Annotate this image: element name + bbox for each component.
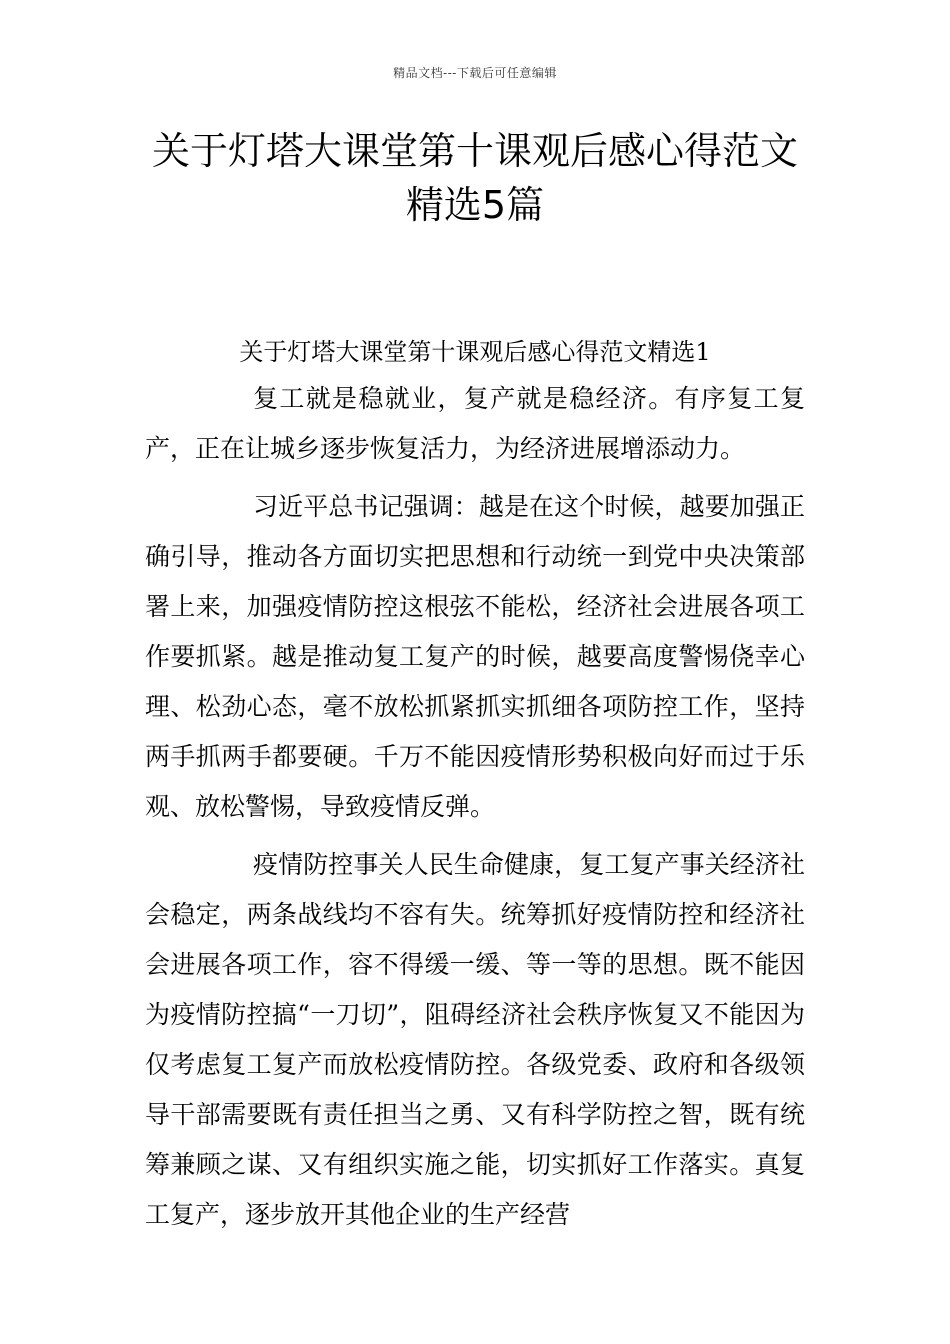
document-title-line-1: 关于灯塔大课堂第十课观后感心得范文: [151, 129, 798, 173]
document-body: [145, 330, 805, 1240]
section-heading: 关于灯塔大课堂第十课观后感心得范文精选1: [239, 338, 711, 366]
header-note: 精品文档---下载后可任意编辑: [393, 66, 557, 80]
paragraph-3: 疫情防控事关人民生命健康，复工复产事关经济社会稳定，两条战线均不容有失。统筹抓好疫情防控和经济社会进展各项工作，容不得缓一缓、等一等的思想。既不能因为疫情防控搞“一刀切”，阻碍经济社会秩序恢复又不能因为仅考虑复工复产而放松疫情防控。各级党委、政府和各级领导干部需要既有责任担当之勇、又有科学防控之智，既有统筹兼顾之谋、又有组织实施之能，切实抓好工作落实。真复工复产，逐步放开其他企业的生产经营: [145, 850, 805, 1229]
paragraph-2: 习近平总书记强调：越是在这个时候，越要加强正确引导，推动各方面切实把思想和行动统一到党中央决策部署上来，加强疫情防控这根弦不能松，经济社会进展各项工作要抓紧。越是推动复工复产的时候，越要高度警惕侥幸心理、松劲心态，毫不放松抓紧抓实抓细各项防控工作，坚持两手抓两手都要硬。千万不能因疫情形势积极向好而过于乐观、放松警惕，导致疫情反弹。: [145, 492, 805, 821]
document-title: [120, 124, 830, 232]
document-title-line-2: 精选5篇: [405, 183, 545, 227]
paragraph-1: 复工就是稳就业，复产就是稳经济。有序复工复产，正在让城乡逐步恢复活力，为经济进展增添动力。: [145, 384, 805, 463]
